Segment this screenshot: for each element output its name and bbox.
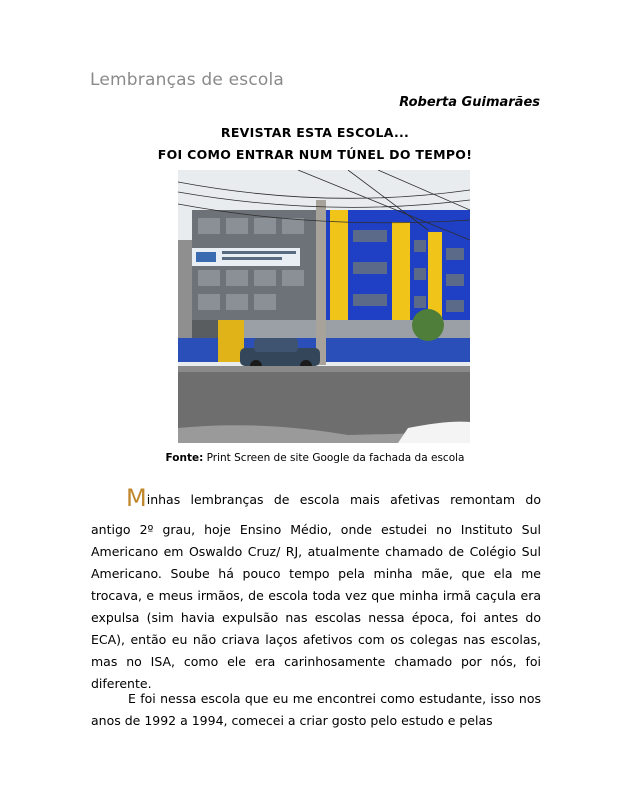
caption-text: Print Screen de site Google da fachada da escola bbox=[203, 452, 465, 464]
paragraph-1-first-line bbox=[126, 484, 541, 512]
paragraph-1: antigo 2º grau, hoje Ensino Médio, onde estudei no Instituto Sul Americano em Oswaldo Cruz/ RJ, atualmente chamado de Colégio Sul Americano. Soube há pouco tempo pela minha mãe, que ela me trocava, e meus irmãos, de escola toda vez que minha irmã caçula era expulsa (sim havia expulsão nas escolas nessa época, foi antes do ECA), então eu não criava laços afetivos com os colegas nas escolas, mas no ISA, como ele era carinhosamente chamado por nós, foi diferente. bbox=[91, 522, 541, 691]
heading-line-2: FOI COMO ENTRAR NUM TÚNEL DO TEMPO! bbox=[157, 147, 473, 162]
image-caption bbox=[0, 452, 630, 464]
paragraph-1-opening: inhas lembranças de escola mais afetivas remontam do bbox=[146, 492, 541, 507]
paragraph-2: E foi nessa escola que eu me encontrei como estudante, isso nos anos de 1992 a 1994, comecei a criar gosto pelo estudo e pelas bbox=[91, 691, 541, 728]
page-title: Lembranças de escola bbox=[90, 70, 285, 90]
author-name: Roberta Guimarães bbox=[399, 95, 540, 110]
heading-line-1: REVISTAR ESTA ESCOLA... bbox=[220, 125, 410, 140]
drop-cap: M bbox=[126, 484, 147, 512]
caption-label: Fonte: bbox=[165, 452, 204, 464]
school-facade-photo bbox=[178, 170, 470, 443]
